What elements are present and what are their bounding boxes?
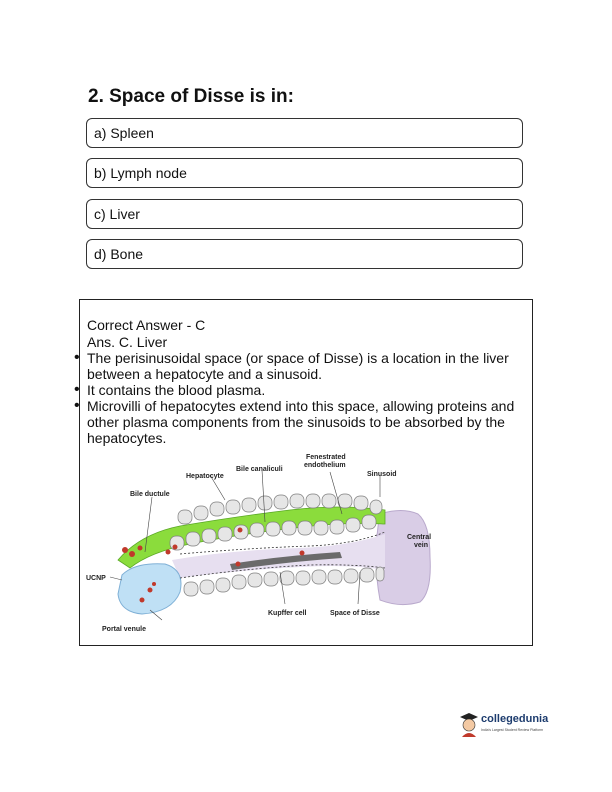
collegedunia-logo[interactable] <box>459 711 569 741</box>
label-fenestrated: Fenestrated <box>306 454 346 461</box>
label-ucnp: UCNP <box>86 575 106 582</box>
answer-panel <box>79 299 533 646</box>
label-central: Central <box>407 534 432 541</box>
label-endothelium: endothelium <box>304 462 346 469</box>
option-a[interactable]: a) Spleen <box>86 118 523 148</box>
label-portal-venule: Portal venule <box>102 626 146 633</box>
option-c[interactable]: c) Liver <box>86 199 523 229</box>
correct-answer: Correct Answer - C <box>87 317 206 333</box>
logo-tagline: India's Largest Student Review Platform <box>481 728 544 732</box>
label-vein: vein <box>414 542 429 549</box>
option-b[interactable]: b) Lymph node <box>86 158 523 188</box>
label-hepatocyte: Hepatocyte <box>186 473 224 480</box>
question-title: 2. Space of Disse is in: <box>88 86 294 107</box>
label-space-of-disse: Space of Disse <box>330 610 380 617</box>
label-bile-ductule: Bile ductule <box>130 491 170 498</box>
answer-text: Ans. C. Liver <box>87 334 168 350</box>
explanation-bullet: • It contains the blood plasma. <box>87 382 527 398</box>
label-bile-canaliculi: Bile canaliculi <box>236 466 283 473</box>
liver-sinusoid-diagram <box>80 452 532 646</box>
label-kupffer-cell: Kupffer cell <box>268 610 307 617</box>
option-d[interactable]: d) Bone <box>86 239 523 269</box>
explanation-list <box>87 350 527 446</box>
graduate-avatar-icon <box>459 711 479 737</box>
logo-name: collegedunia <box>481 713 549 725</box>
explanation-bullet: • The perisinusoidal space (or space of Disse) is a location in the liver between a hepatocyte and a sinusoid. <box>87 350 527 382</box>
explanation-bullet: • Microvilli of hepatocytes extend into this space, allowing proteins and other plasma components from the sinusoids to be absorbed by the hepatocytes. <box>87 398 527 446</box>
label-sinusoid: Sinusoid <box>367 471 397 478</box>
